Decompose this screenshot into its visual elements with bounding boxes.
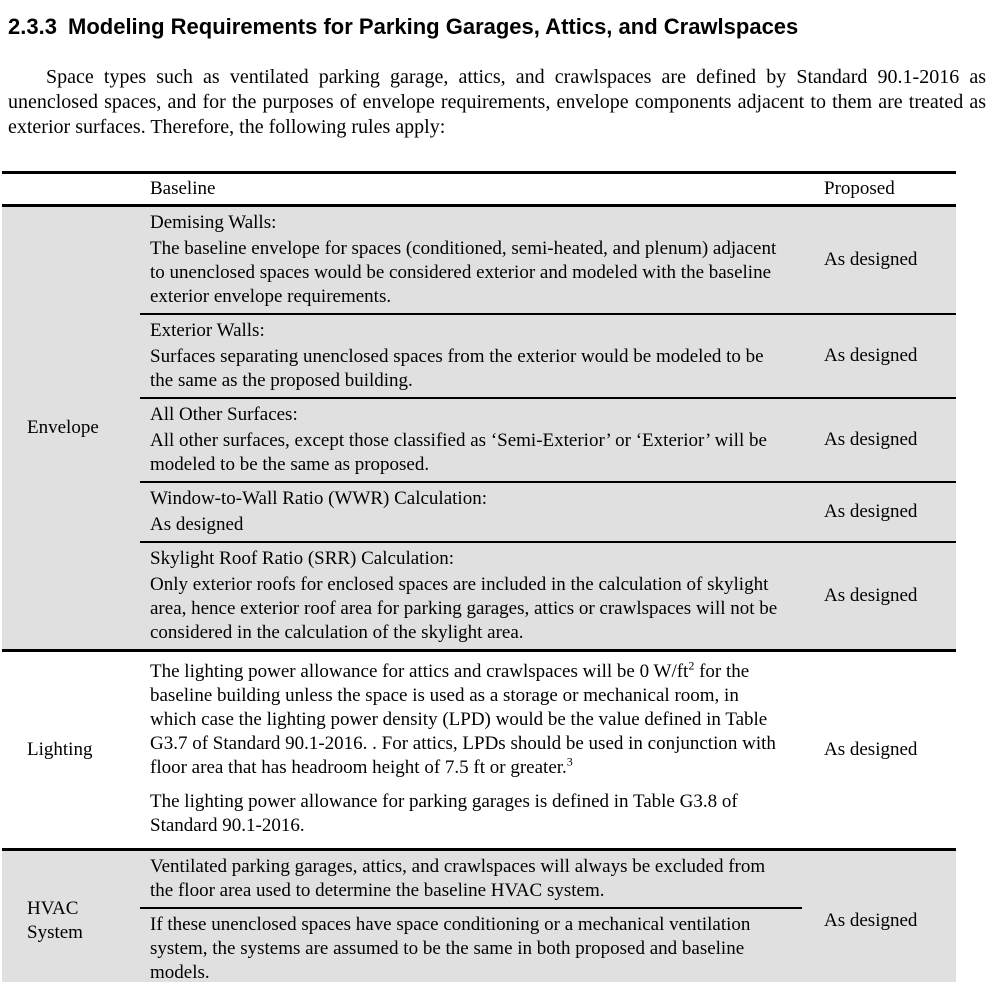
cell-title: All Other Surfaces: [150,404,298,425]
table-header-row [2,174,956,207]
lighting-p1-text-b: for the baseline building unless the space is used as a storage or mechanical room, in which case the lighting power density (LPD) would be the value defined in Table G3.7 of Standard 90.1-2016. . For attics, LPDs should be used in conjunction with floor area that has headroom height of 7.5 ft or greater. [150,661,776,778]
proposed-cell [802,483,956,543]
lighting-section [2,652,956,851]
envelope-row-all-other-surfaces [140,399,802,483]
proposed-cell [802,207,956,315]
proposed-cell [802,315,956,399]
envelope-label: Envelope [27,417,99,438]
hvac-label: HVAC System [27,898,83,943]
cell-body: The baseline envelope for spaces (conditioned, semi-heated, and plenum) adjacent to unenclosed spaces would be considered exterior and modeled with the baseline exterior envelope requirements. [150,238,777,307]
envelope-row-wwr-calculation [140,483,802,543]
proposed-value: As designed [824,249,918,270]
proposed-value: As designed [824,585,918,606]
proposed-value: As designed [824,910,918,931]
lighting-body-cell [140,652,802,848]
lighting-p1-text-a: The lighting power allowance for attics and crawlspaces will be 0 W/ft [150,661,689,682]
envelope-row-demising-walls [140,207,802,315]
lighting-paragraph-1 [150,660,788,780]
envelope-row-exterior-walls [140,315,802,399]
section-number: 2.3.3 [8,14,57,39]
cell-title: Exterior Walls: [150,320,265,341]
proposed-value: As designed [824,501,918,522]
envelope-row-srr-calculation [140,543,802,649]
cell-body: As designed [150,514,244,535]
proposed-cell [802,543,956,649]
proposed-cell [802,652,956,848]
hvac-row-2: If these unenclosed spaces have space conditioning or a mechanical ventilation system, the systems are assumed to be the same in both proposed and baseline models. [150,914,751,982]
section-title: Modeling Requirements for Parking Garages, Attics, and Crawlspaces [68,14,799,39]
proposed-value: As designed [824,345,918,366]
footnote-3-marker: 3 [566,754,573,769]
cell-body: Surfaces separating unenclosed spaces from the exterior would be modeled to be the same as the proposed building. [150,346,764,391]
lighting-paragraph-2: The lighting power allowance for parking garages is defined in Table G3.8 of Standard 90.1-2016. [150,791,738,836]
hvac-section [2,851,956,982]
requirements-table [2,171,956,982]
cell-title: Demising Walls: [150,212,277,233]
envelope-section [2,207,956,652]
intro-paragraph: Space types such as ventilated parking garage, attics, and crawlspaces are defined by Standard 90.1-2016 as unenclosed spaces, and for the purposes of envelope requirements, envelope components adjacent to them are treated as exterior surfaces. Therefore, the following rules apply: [8,66,986,138]
proposed-value: As designed [824,739,918,760]
cell-body: All other surfaces, except those classified as ‘Semi-Exterior’ or ‘Exterior’ will be modeled to be the same as proposed. [150,430,767,475]
cell-title: Skylight Roof Ratio (SRR) Calculation: [150,548,454,569]
proposed-value: As designed [824,429,918,450]
proposed-cell [802,851,956,982]
cell-title: Window-to-Wall Ratio (WWR) Calculation: [150,488,487,509]
header-baseline: Baseline [150,178,216,199]
lighting-label: Lighting [27,739,93,760]
hvac-row-1: Ventilated parking garages, attics, and crawlspaces will always be excluded from the floor area used to determine the baseline HVAC system. [140,851,802,909]
proposed-cell [802,399,956,483]
cell-body: Only exterior roofs for enclosed spaces are included in the calculation of skylight area, hence exterior roof area for parking garages, attics or crawlspaces will not be considered in the calculation of the skylight area. [150,574,778,643]
superscript-2: 2 [688,658,695,673]
section-heading [8,14,986,40]
header-proposed: Proposed [824,178,895,199]
